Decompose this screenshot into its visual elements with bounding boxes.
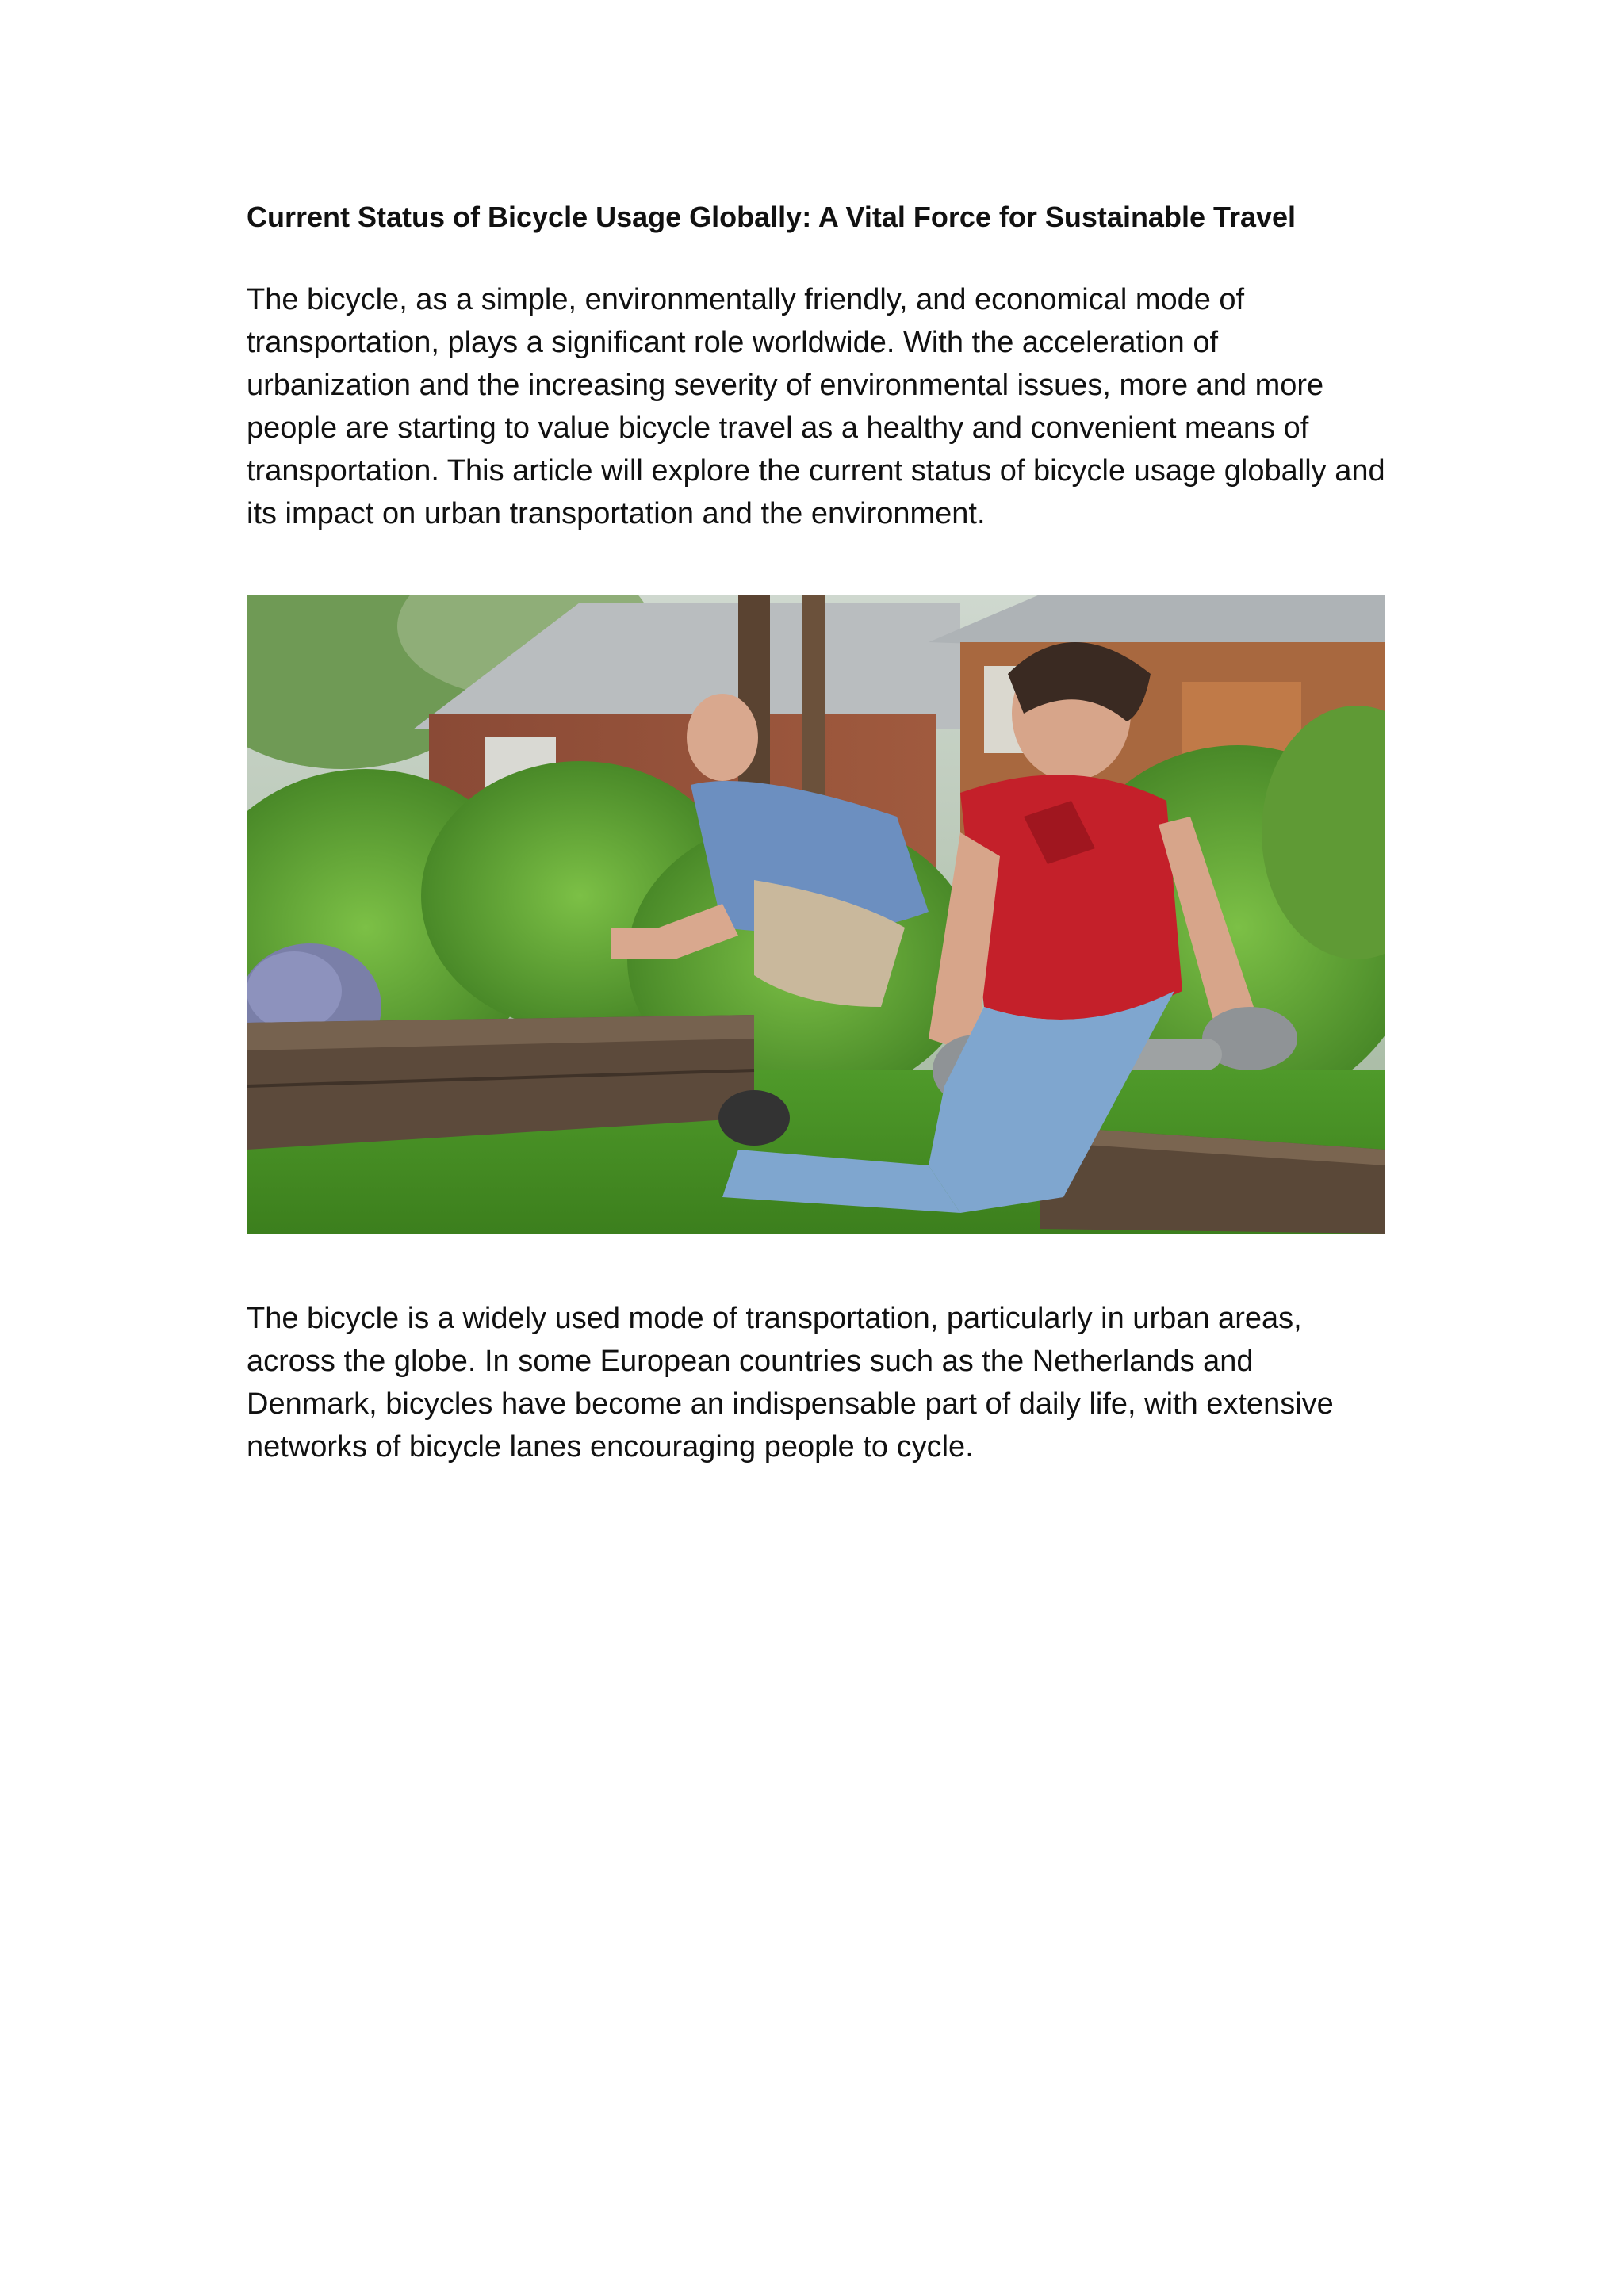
garden-photo bbox=[247, 595, 1385, 1234]
second-paragraph: The bicycle is a widely used mode of transportation, particularly in urban areas, across the globe. In some European countries such as the Netherlands and Denmark, bicycles have become an indispensable part of daily life, with extensive networks of bicycle lanes encouraging people to cycle. bbox=[247, 1302, 1334, 1464]
intro-paragraph: The bicycle, as a simple, environmentally friendly, and economical mode of transportation, plays a significant role worldwide. With the acceleration of urbanization and the increasing severity of environmental issues, more and more people are starting to value bicycle travel as a healthy and convenient means of transportation. This article will explore the current status of bicycle usage globally and its impact on urban transportation and the environment. bbox=[247, 283, 1385, 530]
article-title: Current Status of Bicycle Usage Globally: A Vital Force for Sustainable Travel bbox=[247, 201, 1297, 233]
garden-photo-illustration bbox=[247, 595, 1385, 1234]
